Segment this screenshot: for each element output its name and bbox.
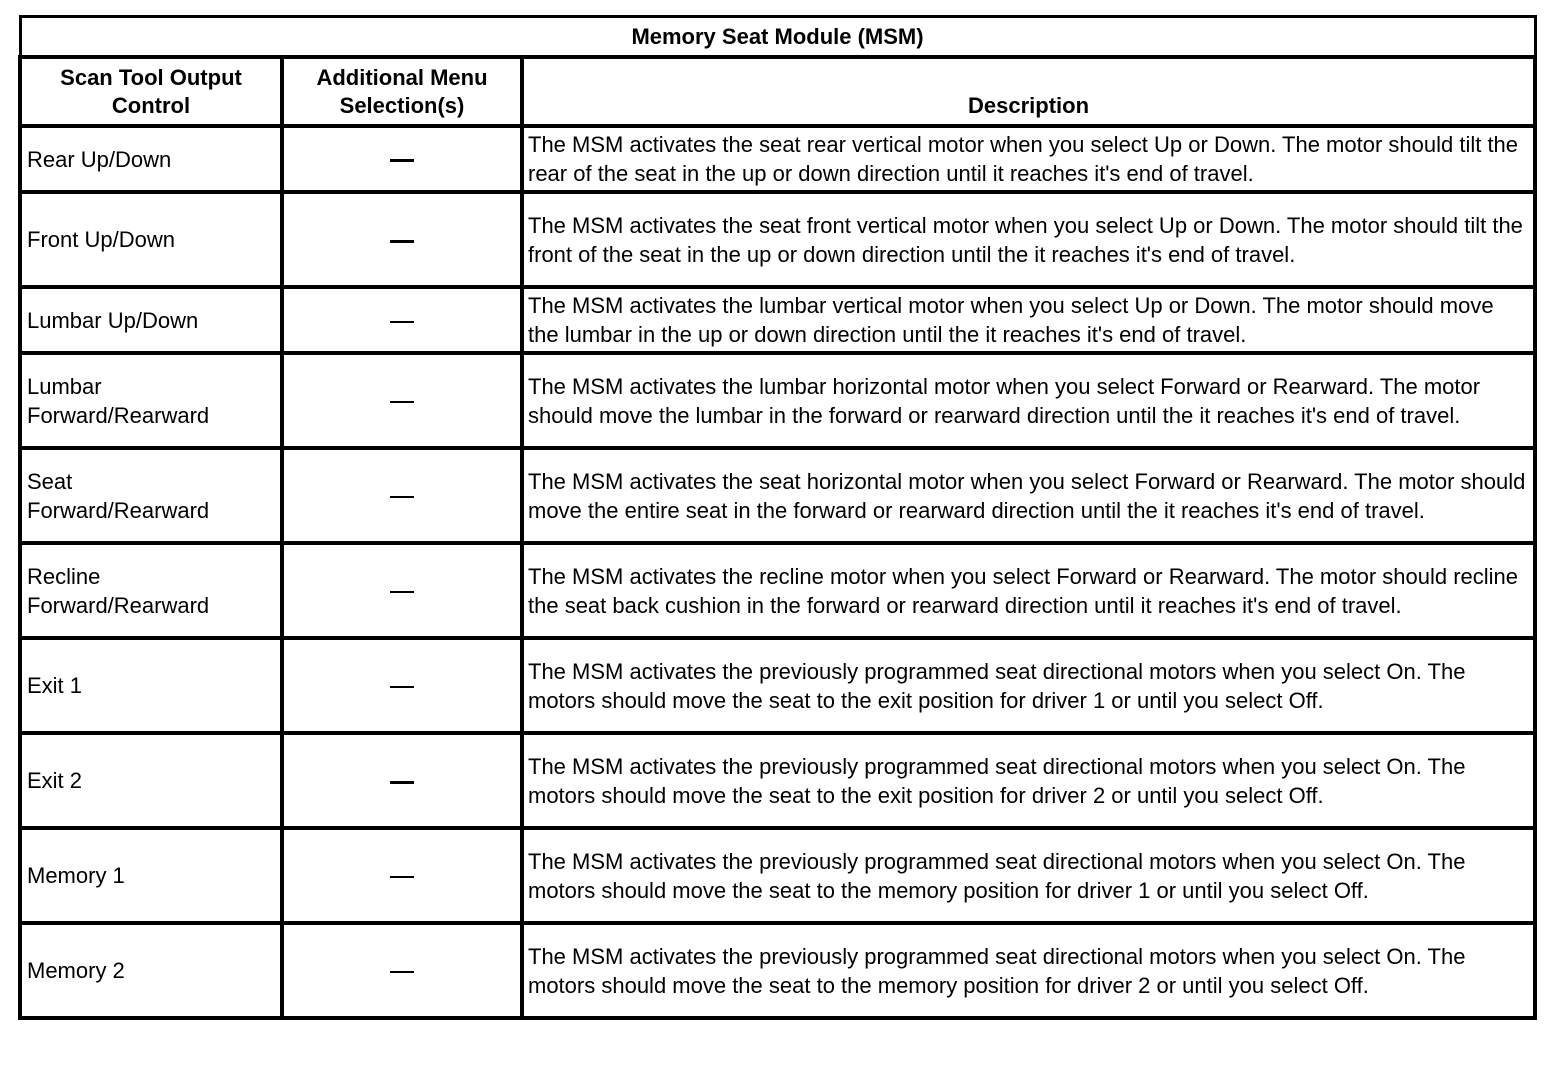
table-row <box>20 287 1535 353</box>
control-cell: Memory 2 <box>20 923 282 1018</box>
control-cell: Recline Forward/Rearward <box>20 543 282 638</box>
control-cell: Rear Up/Down <box>20 126 282 192</box>
table-row <box>20 448 1535 543</box>
msm-output-control-table <box>18 15 1537 1020</box>
menu-cell <box>282 126 522 192</box>
menu-cell <box>282 828 522 923</box>
description-cell: The MSM activates the seat front vertical motor when you select Up or Down. The motor should tilt the front of the seat in the up or down direction until the it reaches it's end of travel. <box>522 192 1535 287</box>
dash-icon <box>390 159 414 162</box>
description-cell: The MSM activates the lumbar vertical motor when you select Up or Down. The motor should move the lumbar in the up or down direction until the it reaches it's end of travel. <box>522 287 1535 353</box>
dash-icon <box>390 971 414 973</box>
table-row <box>20 638 1535 733</box>
description-cell: The MSM activates the lumbar horizontal motor when you select Forward or Rearward. The motor should move the lumbar in the forward or rearward direction until the it reaches it's end of travel. <box>522 353 1535 448</box>
menu-cell <box>282 192 522 287</box>
control-cell: Exit 2 <box>20 733 282 828</box>
header-description: Description <box>522 57 1535 126</box>
dash-icon <box>390 240 414 243</box>
table-row <box>20 828 1535 923</box>
description-cell: The MSM activates the previously programmed seat directional motors when you select On. The motors should move the seat to the exit position for driver 2 or until you select Off. <box>522 733 1535 828</box>
header-control: Scan Tool Output Control <box>20 57 282 126</box>
dash-icon <box>390 876 414 878</box>
menu-cell <box>282 287 522 353</box>
table-row <box>20 923 1535 1018</box>
dash-icon <box>390 321 414 323</box>
control-cell: Lumbar Up/Down <box>20 287 282 353</box>
description-cell: The MSM activates the previously programmed seat directional motors when you select On. The motors should move the seat to the exit position for driver 1 or until you select Off. <box>522 638 1535 733</box>
dash-icon <box>390 401 414 403</box>
control-cell: Front Up/Down <box>20 192 282 287</box>
menu-cell <box>282 923 522 1018</box>
menu-cell <box>282 353 522 448</box>
dash-icon <box>390 686 414 688</box>
dash-icon <box>390 591 414 593</box>
description-cell: The MSM activates the previously programmed seat directional motors when you select On. The motors should move the seat to the memory position for driver 1 or until you select Off. <box>522 828 1535 923</box>
menu-cell <box>282 638 522 733</box>
menu-cell <box>282 543 522 638</box>
table-row <box>20 353 1535 448</box>
control-cell: Memory 1 <box>20 828 282 923</box>
table-row <box>20 733 1535 828</box>
dash-icon <box>390 781 414 784</box>
control-cell: Exit 1 <box>20 638 282 733</box>
table-title: Memory Seat Module (MSM) <box>20 17 1535 58</box>
menu-cell <box>282 448 522 543</box>
control-cell: Seat Forward/Rearward <box>20 448 282 543</box>
description-cell: The MSM activates the previously programmed seat directional motors when you select On. The motors should move the seat to the memory position for driver 2 or until you select Off. <box>522 923 1535 1018</box>
header-menu: Additional Menu Selection(s) <box>282 57 522 126</box>
description-cell: The MSM activates the seat rear vertical motor when you select Up or Down. The motor should tilt the rear of the seat in the up or down direction until it reaches it's end of travel. <box>522 126 1535 192</box>
control-cell: Lumbar Forward/Rearward <box>20 353 282 448</box>
table-header-row <box>20 57 1535 126</box>
table-row <box>20 543 1535 638</box>
dash-icon <box>390 496 414 498</box>
description-cell: The MSM activates the seat horizontal motor when you select Forward or Rearward. The motor should move the entire seat in the forward or rearward direction until the it reaches it's end of travel. <box>522 448 1535 543</box>
menu-cell <box>282 733 522 828</box>
table-row <box>20 126 1535 192</box>
table-title-row <box>20 17 1535 58</box>
table-row <box>20 192 1535 287</box>
description-cell: The MSM activates the recline motor when you select Forward or Rearward. The motor should recline the seat back cushion in the forward or rearward direction until it reaches it's end of travel. <box>522 543 1535 638</box>
